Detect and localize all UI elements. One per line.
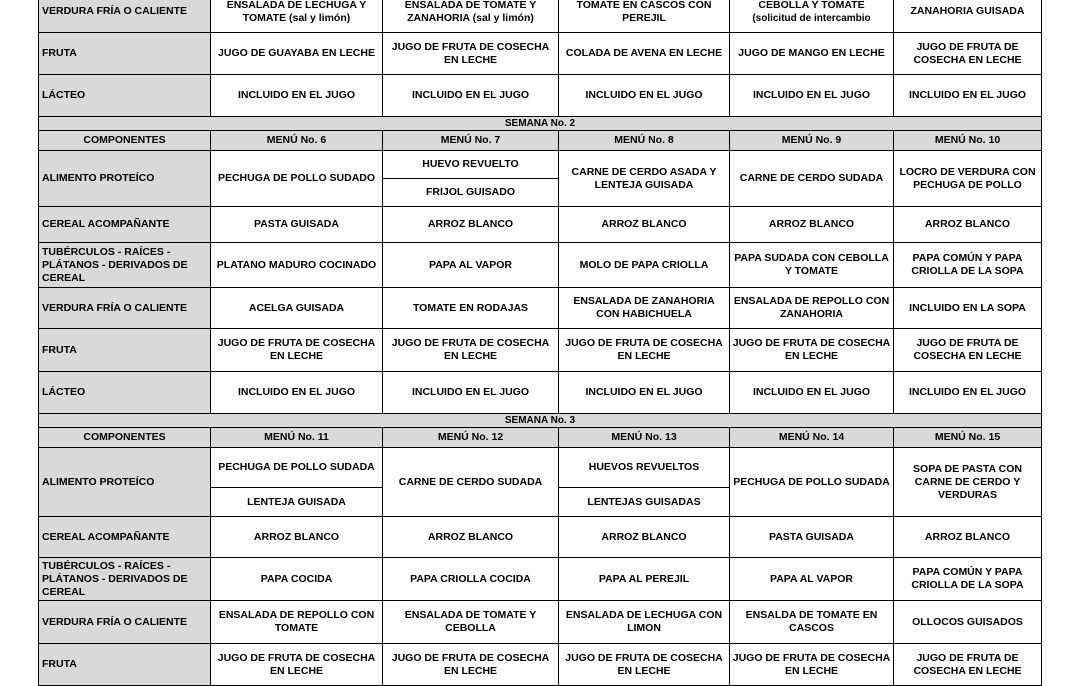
header-cell: MENÚ No. 12	[383, 428, 559, 448]
component-label: ALIMENTO PROTEÍCO	[39, 448, 211, 517]
header-row	[39, 428, 1042, 448]
menu-cell: PAPA AL PEREJIL	[559, 558, 730, 601]
cell-line: ENSALADA DE LECHUGA Y	[226, 0, 367, 11]
week-title: SEMANA No. 2	[39, 117, 1042, 131]
menu-cell: INCLUIDO EN EL JUGO	[730, 75, 894, 117]
menu-cell: ENSALDA DE TOMATE EN CASCOS	[730, 601, 894, 644]
menu-cell: ARROZ BLANCO	[383, 517, 559, 558]
row-fruta-w3	[39, 644, 1042, 686]
menu-cell: ARROZ BLANCO	[559, 207, 730, 243]
menu-cell: PAPA COMÚN Y PAPA CRIOLLA DE LA SOPA	[894, 243, 1042, 288]
menu-cell: JUGO DE FRUTA DE COSECHA EN LECHE	[559, 644, 730, 686]
menu-cell: PASTA GUISADA	[211, 207, 383, 243]
menu-cell: COLADA DE AVENA EN LECHE	[559, 33, 730, 75]
menu-cell: JUGO DE FRUTA DE COSECHA EN LECHE	[383, 329, 559, 372]
row-verdura-w3	[39, 601, 1042, 644]
menu-cell: ARROZ BLANCO	[559, 517, 730, 558]
menu-cell: INCLUIDO EN EL JUGO	[559, 372, 730, 414]
menu-cell: PECHUGA DE POLLO SUDADA	[730, 448, 894, 517]
menu-cell: INCLUIDO EN EL JUGO	[559, 75, 730, 117]
component-label: ALIMENTO PROTEÍCO	[39, 151, 211, 207]
menu-cell: LENTEJA GUISADA	[211, 488, 383, 517]
menu-cell: PAPA AL VAPOR	[383, 243, 559, 288]
menu-cell: ENSALADA DE REPOLLO CON ZANAHORIA	[730, 288, 894, 329]
header-cell: MENÚ No. 13	[559, 428, 730, 448]
menu-cell: INCLUIDO EN EL JUGO	[383, 75, 559, 117]
menu-cell: INCLUIDO EN EL JUGO	[894, 372, 1042, 414]
menu-cell: ZANAHORIA GUISADA	[894, 0, 1042, 33]
menu-cell: ACELGA GUISADA	[211, 288, 383, 329]
menu-cell: JUGO DE FRUTA DE COSECHA EN LECHE	[730, 644, 894, 686]
menu-cell: INCLUIDO EN EL JUGO	[894, 75, 1042, 117]
row-lacteo-w1	[39, 75, 1042, 117]
menu-cell: ENSALADA DE ZANAHORIA CON HABICHUELA	[559, 288, 730, 329]
component-label: FRUTA	[39, 329, 211, 372]
component-label: TUBÉRCULOS - RAÍCES - PLÁTANOS - DERIVADOS DE CEREAL	[39, 243, 211, 288]
row-cereal-w3	[39, 517, 1042, 558]
cell-line: CEBOLLA Y TOMATE	[758, 0, 865, 11]
cell-line: PEREJIL	[622, 11, 666, 24]
menu-cell: CARNE DE CERDO SUDADA	[383, 448, 559, 517]
menu-cell: INCLUIDO EN LA SOPA	[894, 288, 1042, 329]
component-label: FRUTA	[39, 644, 211, 686]
menu-cell: JUGO DE FRUTA DE COSECHA EN LECHE	[894, 329, 1042, 372]
header-cell: MENÚ No. 11	[211, 428, 383, 448]
menu-cell: HUEVOS REVUELTOS	[559, 448, 730, 488]
component-label: VERDURA FRÍA O CALIENTE	[39, 288, 211, 329]
row-lacteo-w2	[39, 372, 1042, 414]
component-label: LÁCTEO	[39, 75, 211, 117]
cell-line: TOMATE (sal y limón)	[242, 11, 351, 24]
menu-cell: JUGO DE FRUTA DE COSECHA EN LECHE	[730, 329, 894, 372]
header-cell: MENÚ No. 6	[211, 131, 383, 151]
menu-cell: PAPA COMÚN Y PAPA CRIOLLA DE LA SOPA	[894, 558, 1042, 601]
week-title-row	[39, 414, 1042, 428]
menu-cell: ARROZ BLANCO	[211, 517, 383, 558]
menu-cell: ARROZ BLANCO	[894, 517, 1042, 558]
menu-cell: PAPA AL VAPOR	[730, 558, 894, 601]
menu-cell: SOPA DE PASTA CON CARNE DE CERDO Y VERDURAS	[894, 448, 1042, 517]
header-cell: MENÚ No. 14	[730, 428, 894, 448]
menu-cell: PECHUGA DE POLLO SUDADO	[211, 151, 383, 207]
menu-cell: CARNE DE CERDO ASADA Y LENTEJA GUISADA	[559, 151, 730, 207]
cell-note: (solicitud de intercambio	[752, 12, 871, 24]
menu-cell: HUEVO REVUELTO	[383, 151, 559, 179]
menu-cell: JUGO DE FRUTA DE COSECHA EN LECHE	[894, 33, 1042, 75]
row-verdura-w1	[39, 0, 1042, 33]
menu-cell: JUGO DE FRUTA DE COSECHA EN LECHE	[383, 33, 559, 75]
menu-cell	[730, 0, 894, 33]
cell-line: TOMATE EN CASCOS CON	[576, 0, 712, 11]
row-proteico-w3	[39, 448, 1042, 488]
menu-cell: INCLUIDO EN EL JUGO	[383, 372, 559, 414]
week-title-row	[39, 117, 1042, 131]
menu-cell: FRIJOL GUISADO	[383, 179, 559, 207]
menu-cell: ARROZ BLANCO	[383, 207, 559, 243]
header-cell: MENÚ No. 9	[730, 131, 894, 151]
row-proteico-w2	[39, 151, 1042, 179]
component-label: CEREAL ACOMPAÑANTE	[39, 517, 211, 558]
menu-cell: JUGO DE GUAYABA EN LECHE	[211, 33, 383, 75]
row-tuberculos-w3	[39, 558, 1042, 601]
menu-cell: JUGO DE FRUTA DE COSECHA EN LECHE	[211, 644, 383, 686]
header-row	[39, 131, 1042, 151]
menu-cell: PASTA GUISADA	[730, 517, 894, 558]
row-verdura-w2	[39, 288, 1042, 329]
header-cell: MENÚ No. 15	[894, 428, 1042, 448]
row-fruta-w2	[39, 329, 1042, 372]
cell-line: ENSALADA DE TOMATE Y	[404, 0, 537, 11]
menu-cell: ENSALADA DE TOMATE Y CEBOLLA	[383, 601, 559, 644]
row-fruta-w1	[39, 33, 1042, 75]
component-label: LÁCTEO	[39, 372, 211, 414]
menu-cell: JUGO DE FRUTA DE COSECHA EN LECHE	[894, 644, 1042, 686]
menu-cell: JUGO DE FRUTA DE COSECHA EN LECHE	[383, 644, 559, 686]
header-cell: MENÚ No. 8	[559, 131, 730, 151]
menu-cell: PECHUGA DE POLLO SUDADA	[211, 448, 383, 488]
menu-cell: INCLUIDO EN EL JUGO	[211, 75, 383, 117]
component-label: CEREAL ACOMPAÑANTE	[39, 207, 211, 243]
row-cereal-w2	[39, 207, 1042, 243]
row-tuberculos-w2	[39, 243, 1042, 288]
menu-cell: ENSALADA DE LECHUGA CON LIMON	[559, 601, 730, 644]
header-cell: MENÚ No. 7	[383, 131, 559, 151]
menu-cell: OLLOCOS GUISADOS	[894, 601, 1042, 644]
component-label: VERDURA FRÍA O CALIENTE	[39, 0, 211, 33]
menu-cell: ARROZ BLANCO	[894, 207, 1042, 243]
cell-line: ZANAHORIA (sal y limón)	[407, 11, 534, 24]
menu-cell: JUGO DE FRUTA DE COSECHA EN LECHE	[211, 329, 383, 372]
menu-cell: LENTEJAS GUISADAS	[559, 488, 730, 517]
menu-cell	[383, 0, 559, 33]
menu-cell: JUGO DE FRUTA DE COSECHA EN LECHE	[559, 329, 730, 372]
menu-cell	[211, 0, 383, 33]
menu-cell	[559, 0, 730, 33]
component-label: VERDURA FRÍA O CALIENTE	[39, 601, 211, 644]
menu-cell: TOMATE EN RODAJAS	[383, 288, 559, 329]
menu-cell: CARNE DE CERDO SUDADA	[730, 151, 894, 207]
menu-cell: MOLO DE PAPA CRIOLLA	[559, 243, 730, 288]
component-label: FRUTA	[39, 33, 211, 75]
header-cell: COMPONENTES	[39, 131, 211, 151]
menu-cell: PLATANO MADURO COCINADO	[211, 243, 383, 288]
component-label: TUBÉRCULOS - RAÍCES - PLÁTANOS - DERIVADOS DE CEREAL	[39, 558, 211, 601]
header-cell: MENÚ No. 10	[894, 131, 1042, 151]
menu-table	[38, 0, 1042, 686]
menu-cell: ENSALADA DE REPOLLO CON TOMATE	[211, 601, 383, 644]
menu-cell: INCLUIDO EN EL JUGO	[211, 372, 383, 414]
menu-cell: PAPA COCIDA	[211, 558, 383, 601]
week-title: SEMANA No. 3	[39, 414, 1042, 428]
menu-cell: JUGO DE MANGO EN LECHE	[730, 33, 894, 75]
menu-cell: PAPA SUDADA CON CEBOLLA Y TOMATE	[730, 243, 894, 288]
menu-cell: LOCRO DE VERDURA CON PECHUGA DE POLLO	[894, 151, 1042, 207]
menu-cell: ARROZ BLANCO	[730, 207, 894, 243]
header-cell: COMPONENTES	[39, 428, 211, 448]
menu-cell: PAPA CRIOLLA COCIDA	[383, 558, 559, 601]
menu-cell: INCLUIDO EN EL JUGO	[730, 372, 894, 414]
